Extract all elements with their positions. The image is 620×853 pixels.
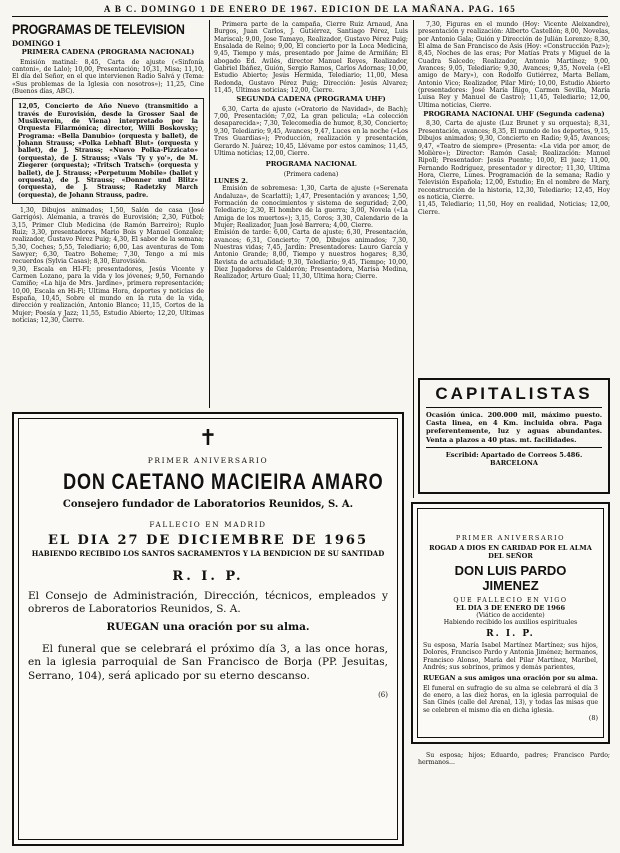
tv-intro: Emisión matinal: 8,45, Carta de ajuste («Sinfonía cantoni», de Lalo); 10,00, Presentación; 10,31, Misa; 11,10, El día del Señor, en el que intervienen Radio Salvá y (Tema: «Sus problemas de la Iglesia con nosotros»); 11,25, Cine (Buenos días, ABC).: [12, 58, 204, 96]
obit1-name: DON CAETANO MACIEIRA AMARO: [63, 469, 384, 494]
obituary-amaro: [12, 412, 404, 846]
obit1-name-wrap: [28, 469, 388, 497]
obituary-amaro-content: [28, 428, 388, 699]
page-header: A B C. DOMINGO 1 DE ENERO DE 1967. EDICION DE LA MAÑANA. PAG. 165: [103, 4, 517, 14]
ad-body: Ocasión única. 200.000 mil, máximo puesto. Casta linea, en 4 Km. incluida obra. Paga preferentemente, luz y aguas abundantes. Venta a plazos a 40 ptas. mt. facilidades.: [426, 411, 602, 444]
cross-icon: ✝: [198, 426, 218, 451]
obit1-role: Consejero fundador de Laboratorios Reunidos, S. A.: [62, 499, 354, 510]
obit2-rip: R. I. P.: [486, 629, 535, 639]
bottom-note-column: [418, 752, 610, 842]
tv-channel1-heading: PRIMERA CADENA (PROGRAMA NACIONAL): [21, 48, 195, 57]
obit1-family: El Consejo de Administración, Dirección, técnicos, empleados y obreros de Laboratorios Reunidos, S. A.: [28, 589, 388, 615]
obit2-name2: JIMENEZ: [482, 578, 539, 593]
obit2-viatico: (Viático de accidente): [476, 612, 545, 619]
tv-concert-text: 12,05, Concierto de Año Nuevo (transmitido a través de Eurovisión, desde la Grosser Saal de Musikverein, de Viena) interpretado por la Orquesta Filarmónica; director, Willi Boskovsky; Programa: «Bella Danubio» (orquesta y ballet), de Johann Strauss; «Polka Lebhaft Blut» (orquesta y ballet), de J. Strauss; «Nuevo Polka-Pizzicato» (orquesta), de J. Strauss; «Vals 'Ty y yo'», de M. Ziegerer (orquesta); «Tritsch Tratsch» (orquesta y ballet), de J. Strauss; «Perpetuum Mobile» (ballet y orquesta), de J. Strauss; «Donner und Blitz» (orquesta), de J. Strauss; Radetzky March (orquesta), de Johann Strauss, padre.: [18, 103, 198, 199]
obit2-ruegan: RUEGAN a sus amigos una oración por su alma.: [423, 673, 598, 682]
obit2-name1: DON LUIS PARDO: [454, 563, 567, 578]
tv-channel2b-heading: PROGRAMA NACIONAL UHF (Segunda cadena): [423, 110, 605, 119]
tv-col3-text: 7,30, Figuras en el mundo (Hoy: Vicente Aleixandre), presentación y realización: Alberto Castellón; 8,00, Novelas, por Antonio Gala; Guión y Dirección de Julián Lorenzo; 8,30, El alma de San Francisco de Asis (Hoy: «Construcción Paz»); 8,45, Noches de las eras; Por Matías Prats y Miguel de la Cuadra Salcedo; Realizador, Antonio Martínez; 9,00, Avances; 9,05, Telediario; 9,30, Avances; 9,35, Novela («El amigo de Mary»), con Rodolfo Gutiérrez, Marta Bellam, Antonio Vico; Realizador, Pilar Miró; 10,00, Estudio Abierto (presentadores: José María Íñigo, Carmen Sevilla, María Luisa Rey y Manuel de Castro); 11,45, Telediario; 12,00, Ultima noticias, Cierre.: [418, 21, 610, 109]
obit2-anniversary: PRIMER ANIVERSARIO: [455, 534, 566, 542]
obit2-died: QUE FALLECIO EN VIGO: [453, 597, 568, 604]
tv-body: 1,30, Dibujos animados; 1,50, Salón de casa (José Garrigós). Alemania, a través de Eurovisión; 2,30, Fútbol; 3,15, Primer Club Medicina (de Ramón Barreiro); Ruplo Ruiz; 3,30, presentadores, Mario Bois y Manuel Gonzalez; realizador, Gustavo Pérez Puig; 4,30, El sabor de la semana; 5,30, Coches; 5,55, Telediario; 6,00, Las aventuras de Tom Sawyer; 6,30, Teatro Boheme; 7,30, Tengo a mí mis recuerdos (Sylvia Casas); 8,30, Eurovisión. 9,30, Escala en HI-FI; presentadores, Jesús Vicente y Carmen Lozano, para la vida y los jóvenes; 9,50, Fernando Camiño; «La hija de Mrs. Jardine», primera representación; 10,00, Escala en Hi-Fi; Ultima Hora, deportes y noticias de España, 10,45, Sobre el mundo en la ruta de la vida, dirección y realización, Antonio Blanco; 11,15, Cortos de la Mujer; Poesía y Jazz; 11,55, Estudio Abierto; 12,20, Ultimas noticias; 12,30, Cierre.: [12, 206, 204, 325]
column-rule-1: [209, 20, 210, 408]
obit2-date: EL DIA 3 DE ENERO DE 1966: [455, 604, 566, 612]
tv-section-title: PROGRAMAS DE TELEVISION: [12, 21, 185, 37]
tv-concert-box: [12, 98, 204, 203]
obit2-family: Su esposa, María Isabel Martínez Martínez; sus hijos, Dolores, Francisco Pardo y Antonia Jiménez; hermanos, Francisco Alonso, María del Pilar Martínez, Maribel, Andrés; sus sobrinos, primos y demás parientes,: [423, 642, 598, 672]
obituary-pardo-content: [423, 534, 598, 722]
obit1-died: FALLECIO EN MADRID: [149, 520, 267, 529]
obit1-sacraments: HABIENDO RECIBIDO LOS SANTOS SACRAMENTOS Y LA BENDICION DE SU SANTIDAD: [31, 549, 385, 558]
obituary-pardo: [411, 502, 610, 744]
ad-contact: Escribid: Apartado de Correos 5.486. BARCELONA: [445, 450, 583, 467]
radio-day: LUNES 2.: [214, 176, 248, 185]
header-rule: [12, 16, 608, 17]
obit1-date: EL DIA 27 DE DICIEMBRE DE 1965: [47, 533, 369, 548]
tv-col2-text: Primera parte de la campaña, Cierre Ruiz Arnaud, Ana Burgos, Juan Carlos, J. Gutiérrez, Santiago Pérez, Luis Mariscal; 9,00, Jose Tamayo, Realizador, Gustavo Pérez Puig; Ensalada de Reino; 9,00, El concierto por la Loca Medicina, 9,45, Tiempo y más, presentado por Jaime de Armiñán; El abogado Ed. Avilés, director Manuel Reyes, Realizador, Gabriel Ibáñez, Guión, Sergio Ramos, Carlos Adornas; 10,00, Estudio Abierto; Jesús Hermida, Telediario; 11,00, Mesa Redonda, Gustavo Pérez Puig; Dirección: Jesús Alvarez; 11,45, Últimas noticias; 12,00, Cierre.: [214, 21, 408, 95]
tv-day: DOMINGO 1: [12, 39, 61, 48]
column-rule-2: [413, 20, 414, 498]
tv-col3b-text: 8,30, Carta de ajuste (Luz Brunet y su orquesta); 8,31, Presentación, avances; 8,35, El mundo de los deportes, 9,15, Dibujos animados; 9,30, Concierto en Radio; 9,45, Avances; 9,47, «Teatro de siempre» (Presenta: «La vida por amor, de Molière»); Director: Ramón Casal; Realización: Manuel Ripoll; Presentador: Jesús Puente; 10,00, El juez; 11,00, Fernando Rodríguez, presentador y director; 11,30, Ultima Hora, Cierre, Lunes. Programación de la semana; Radio y Televisión Española; 12,00, Estudio; En el nombre de Mary, reconstrucción de la historia, 12,30, Telediario; 12,45, Hoy es noticia, Cierre. 11,45, Telediario; 11,50, Hoy en realidad, Noticias; 12,00, Cierre.: [418, 120, 610, 216]
tv-channel2-heading: SEGUNDA CADENA (PROGRAMA UHF): [236, 95, 386, 104]
obit1-anniversary: PRIMER ANIVERSARIO: [147, 456, 269, 465]
obit1-ruegan: RUEGAN una oración por su alma.: [106, 620, 310, 633]
tv-column-2: [214, 21, 408, 406]
tv-col2c-text: Emisión de sobremesa: 1,30, Carta de ajuste («Serenata Andaluza», de Scarlatti); 1,47, Presentación y avances; 1,50, Formación de conocimientos y sistema de seguridad; 2,00, Telediario; 2,30, El hombre de la guerra; 3,00, Novela («La Amiga de los muertos»); 3,15, Coros; 3,30, Calendario de la Mujer; Realizador, Juan José Barrera; 4,00, Cierre. Emisión de tarde: 6,00, Carta de ajuste; 6,30, Presentación, avances; 6,31, Concierto; 7,00, Dibujos animados; 7,30, Nuestras vidas; 7,45, Jardín: Presentadores: Lauro García y Antonio Grande; 8,00, Tiempo y nuestros hogares; 8,30, Revista de actualidad; 9,30, Telediario; 9,45, Tiempo; 10,00, Diez Jugadores de Calderón; Presentadora, Marisa Medina, Realizador, Arturo Gual; 11,30, Ultima hora; Cierre.: [214, 185, 408, 281]
ad-rule-2: [426, 447, 602, 448]
tv-column: [12, 21, 204, 406]
ad-title: CAPITALISTAS: [435, 384, 593, 403]
obit2-funeral: El funeral en sufragio de su alma se celebrará el día 3 de enero, a las diez horas, en la iglesia parroquial de San Ginés (calle del Arenal, 13), y todas las misas que se celebren el mismo día en dicha iglesia.: [423, 684, 598, 714]
obit1-rip: R. I. P.: [172, 568, 244, 584]
obit2-ruegos: ROGAD A DIOS EN CARIDAD POR EL ALMA DEL SEÑOR: [429, 544, 592, 560]
radio-title: PROGRAMA NACIONAL: [265, 160, 357, 169]
obit2-ref: (8): [588, 714, 598, 723]
obit1-funeral: El funeral que se celebrará el próximo día 3, a las once horas, en la iglesia parroquial de San Francisco de Borja (PP. Jesuitas, Serrano, 104), será aplicado por su eterno descanso.: [28, 642, 388, 682]
bottom-note: Su esposa; hijos; Eduardo, padres; Francisco Pardo; hermanos...: [418, 752, 610, 767]
tv-col2b-text: 6,30, Carta de ajuste («Oratorio de Navidad», de Bach); 7,00, Presentación; 7,02, La gran pelicula; «La colección desaparecida»; 7,30, Telecomedia de humor, 8,30, Concierto; 9,30, Telediario; 9,45, Avances; 9,47, Luces en la noche («Los Tres Guardias»); Producción, realización y presentación, Gerardo N. Juárez; 10,45, Llévame por estos caminos; 11,45, Ultima noticias; 12,00, Cierre.: [214, 105, 408, 157]
obit2-aux: Habiendo recibido los auxilios espirituales: [443, 619, 578, 626]
obit1-ref: (6): [378, 691, 388, 699]
tv-column-3: [418, 21, 610, 373]
ad-rule: [426, 407, 602, 408]
capitalistas-ad: [418, 378, 610, 494]
radio-subtitle: (Primera cadena): [283, 170, 339, 178]
